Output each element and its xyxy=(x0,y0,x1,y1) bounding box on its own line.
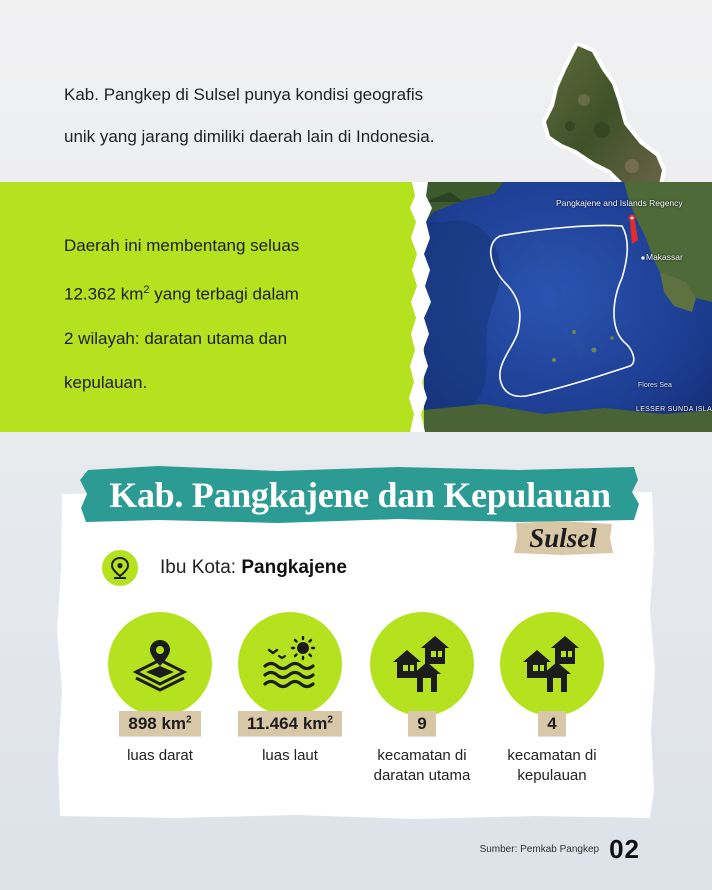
capital-text xyxy=(160,557,347,579)
intro-line-1: Kab. Pangkep di Sulsel punya kondisi geografis xyxy=(64,85,424,104)
card-title: Kab. Pangkajene dan Kepulauan xyxy=(109,475,611,515)
stat-label xyxy=(362,746,482,786)
stat-sup: 2 xyxy=(186,714,192,726)
map-label-regency: Pangkajene and Islands Regency xyxy=(556,198,683,208)
source-credit: Sumber: Pemkab Pangkep xyxy=(479,843,600,855)
island-satellite-image xyxy=(532,40,672,200)
card-subtitle: Sulsel xyxy=(529,522,597,553)
region-description xyxy=(64,224,394,405)
stat-value-tag xyxy=(408,711,435,736)
satellite-map xyxy=(424,182,712,432)
houses-icon xyxy=(370,612,474,716)
stat-label-line-2: daratan utama xyxy=(373,767,471,784)
page-number: 02 xyxy=(609,833,640,864)
stat-label-line-1: kecamatan di xyxy=(377,747,467,764)
capital-row xyxy=(102,550,347,586)
stat-land-area xyxy=(100,612,220,766)
torn-paper-edge xyxy=(408,182,444,432)
stat-value: 9 xyxy=(417,714,427,733)
stat-sup: 2 xyxy=(327,714,333,726)
sea-waves-icon xyxy=(238,612,342,716)
area-unit-sup: 2 xyxy=(143,284,150,296)
region-line-4: kepulauan. xyxy=(64,372,148,392)
stat-label-line-1: luas laut xyxy=(262,747,318,764)
houses-icon xyxy=(500,612,604,716)
stat-value-tag xyxy=(119,711,200,736)
area-value: 12.362 km xyxy=(64,284,144,304)
stat-label xyxy=(492,746,612,786)
region-line-2 xyxy=(64,268,394,317)
stat-label-line-2: kepulauan xyxy=(517,767,587,784)
stat-value: 11.464 km xyxy=(247,714,328,733)
stat-label xyxy=(100,746,220,766)
stat-value-tag xyxy=(238,711,342,736)
stat-value: 4 xyxy=(547,714,557,733)
capital-value: Pangkajene xyxy=(241,557,347,578)
stat-value-tag xyxy=(538,711,565,736)
region-line-3: 2 wilayah: daratan utama dan xyxy=(64,328,288,348)
map-label-islands: LESSER SUNDA ISLA xyxy=(636,406,712,413)
region-band xyxy=(0,182,712,432)
map-image xyxy=(424,182,712,432)
stat-value: 898 km xyxy=(128,714,187,733)
stat-districts-mainland xyxy=(362,612,482,786)
map-label-sea: Flores Sea xyxy=(638,382,672,389)
region-line-2-rest: yang terbagi dalam xyxy=(149,284,299,304)
stats-row xyxy=(100,612,620,792)
stat-label xyxy=(230,746,350,766)
stat-districts-islands xyxy=(492,612,612,786)
intro-text xyxy=(64,74,534,158)
map-label-city: Makassar xyxy=(646,252,683,262)
intro-line-2: unik yang jarang dimiliki daerah lain di Indonesia. xyxy=(64,127,435,146)
stat-label-line-1: luas darat xyxy=(127,747,193,764)
region-line-1: Daerah ini membentang seluas xyxy=(64,236,300,255)
land-map-icon xyxy=(108,612,212,716)
footer xyxy=(480,834,640,864)
capital-label: Ibu Kota: xyxy=(160,557,242,578)
stat-sea-area xyxy=(230,612,350,766)
stat-label-line-1: kecamatan di xyxy=(507,747,597,764)
location-pin-icon xyxy=(102,550,138,586)
